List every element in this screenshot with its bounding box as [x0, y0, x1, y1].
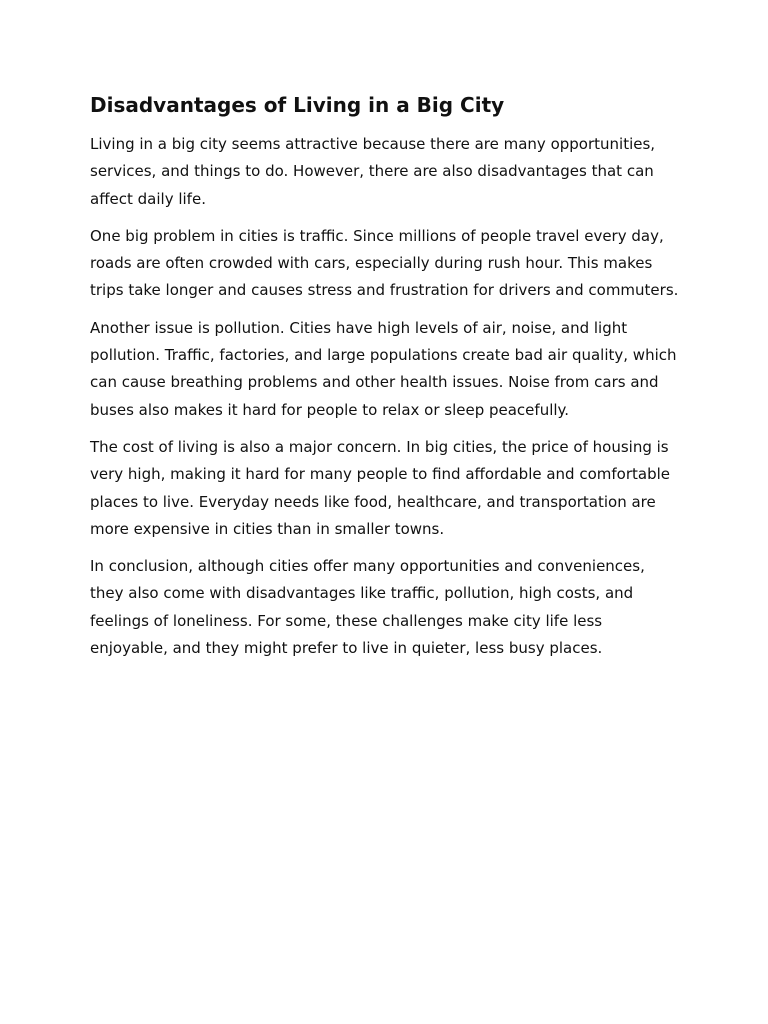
paragraph-intro: Living in a big city seems attractive because there are many opportunities, services, and things to do. However, there are also disadvantages that can affect daily life. — [90, 135, 656, 208]
paragraph-cost-of-living: The cost of living is also a major concern. In big cities, the price of housing is very high, making it hard for many people to find affordable and comfortable places to live. Everyday needs like food, healthcare, and transportation are more expensive in cities than in smaller towns. — [90, 437, 670, 538]
document-title: Disadvantages of Living in a Big City — [90, 93, 505, 117]
document-page — [90, 92, 682, 672]
paragraph-traffic: One big problem in cities is traffic. Since millions of people travel every day, roads are often crowded with cars, especially during rush hour. This makes trips take longer and causes stress and frustration for drivers and commuters. — [90, 226, 679, 300]
paragraph-conclusion: In conclusion, although cities offer many opportunities and conveniences, they also come with disadvantages like traffic, pollution, high costs, and feelings of loneliness. For some, these challenges make city life less enjoyable, and they might prefer to live in quieter, less busy places. — [90, 557, 645, 658]
paragraph-pollution: Another issue is pollution. Cities have high levels of air, noise, and light pollution. Traffic, factories, and large populations create bad air quality, which can cause breathing problems and other health issues. Noise from cars and buses also makes it hard for people to relax or sleep peacefully. — [90, 318, 677, 419]
